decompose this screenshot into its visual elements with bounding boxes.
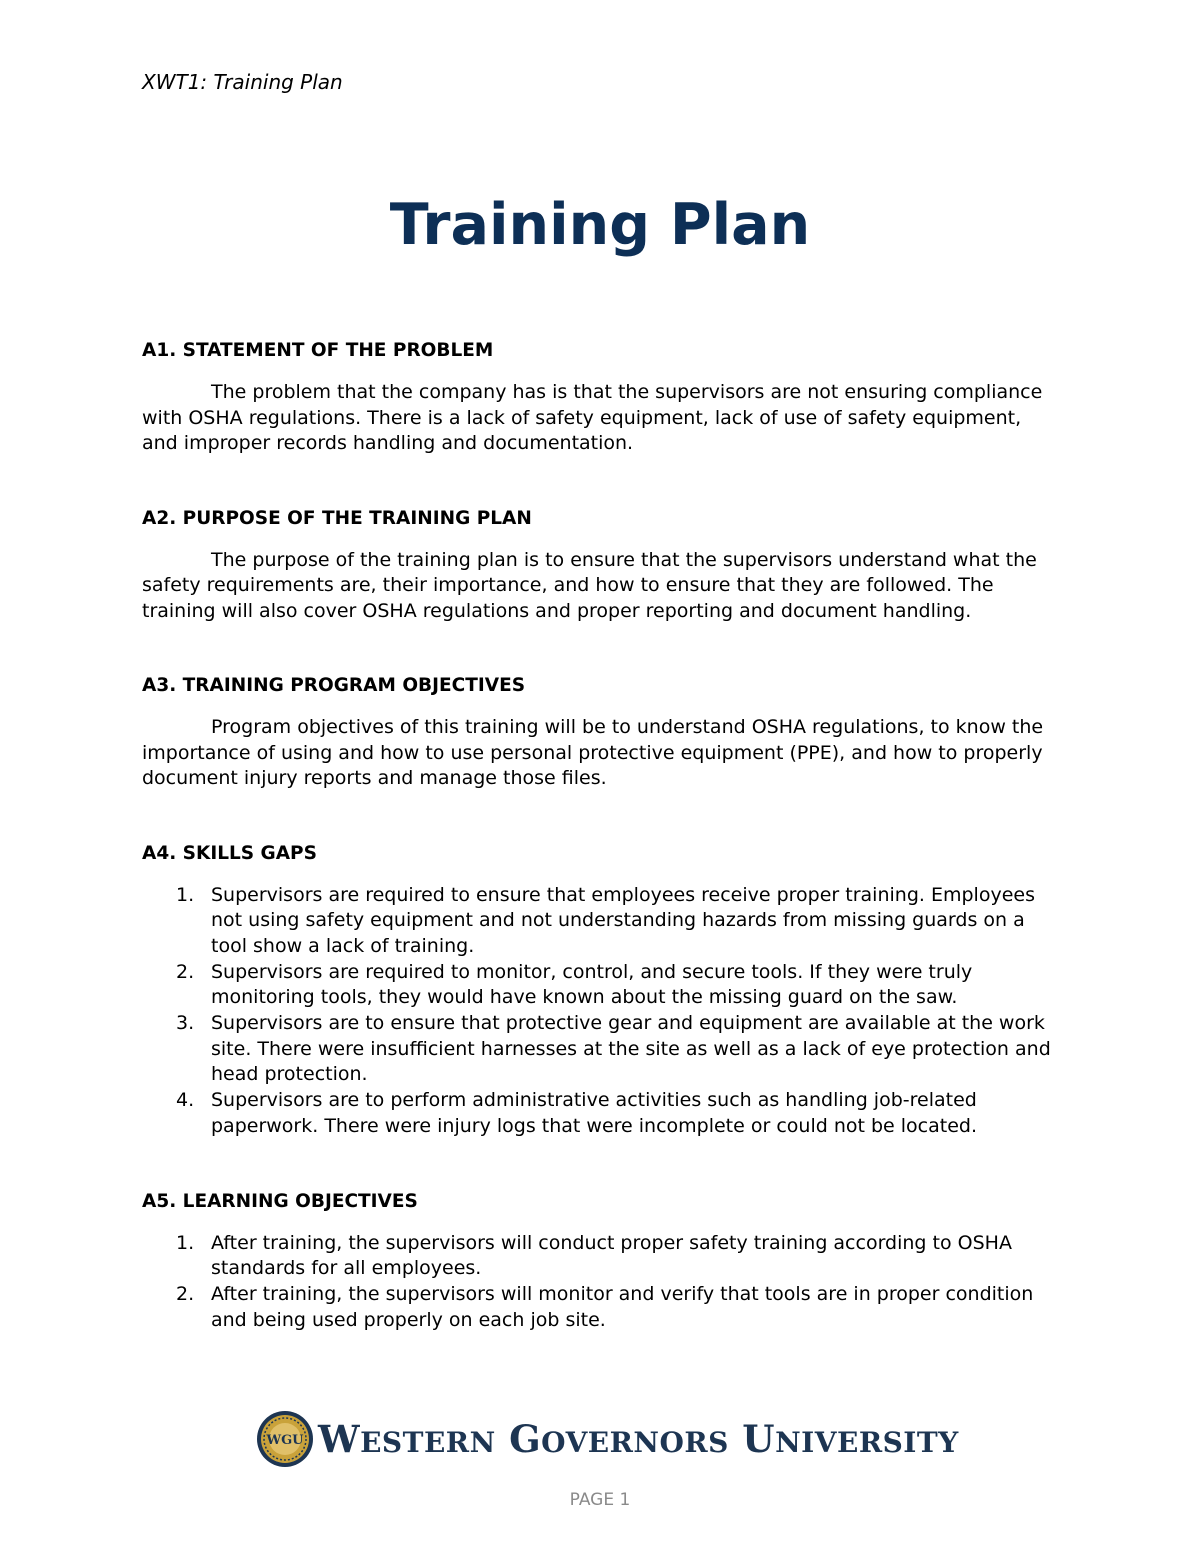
list-item xyxy=(142,1088,1062,1139)
section-heading: A4. SKILLS GAPS xyxy=(142,842,317,864)
list-item xyxy=(142,1011,1062,1088)
wordmark-initial: U xyxy=(742,1417,776,1461)
wordmark-initial: G xyxy=(509,1417,542,1461)
section-a5 xyxy=(142,1189,1062,1334)
list-item-text: Supervisors are to perform administrative activities such as handling job-related paperwork. There were injury logs that were incomplete or could not be located. xyxy=(211,1089,978,1137)
wgu-logo xyxy=(256,1410,959,1468)
list-item-text: Supervisors are to ensure that protective gear and equipment are available at the work site. There were insufficient harnesses at the site as well as a lack of eye protection and head protection. xyxy=(211,1012,1051,1086)
learning-objectives-list xyxy=(142,1231,1062,1334)
section-heading: A5. LEARNING OBJECTIVES xyxy=(142,1190,418,1212)
section-a2 xyxy=(142,506,1062,625)
list-item-text: After training, the supervisors will monitor and verify that tools are in proper condition and being used properly on each job site. xyxy=(211,1282,1034,1331)
document-body xyxy=(142,338,1062,1333)
section-heading: A3. TRAINING PROGRAM OBJECTIVES xyxy=(142,675,526,696)
list-item xyxy=(142,1282,1062,1333)
list-item-text: Supervisors are required to ensure that employees receive proper training. Employees not using safety equipment and not understanding hazards from missing guards on a tool show a lack of training. xyxy=(211,883,1035,957)
wordmark-rest: NIVERSITY xyxy=(775,1426,959,1459)
list-item-number: 1. xyxy=(176,883,195,906)
section-a1 xyxy=(142,338,1062,457)
section-heading: A2. PURPOSE OF THE TRAINING PLAN xyxy=(142,507,532,529)
university-wordmark xyxy=(318,1417,959,1461)
list-item-number: 2. xyxy=(176,960,195,983)
section-paragraph: The problem that the company has is that the supervisors are not ensuring compliance with OSHA regulations. There is a lack of safety equipment, lack of use of safety equipment, and improper records handling and documentation. xyxy=(142,381,1043,454)
wordmark-rest: OVERNORS xyxy=(541,1426,729,1459)
document-title: Training Plan xyxy=(389,192,811,258)
section-paragraph: Program objectives of this training will be to understand OSHA regulations, to know the importance of using and how to use personal protective equipment (PPE), and how to properly document injury reports and manage those files. xyxy=(142,716,1044,789)
list-item-number: 4. xyxy=(176,1089,195,1112)
list-item xyxy=(142,1231,1062,1282)
list-item-text: After training, the supervisors will conduct proper safety training according to OSHA standards for all employees. xyxy=(211,1231,1012,1280)
page-number: PAGE 1 xyxy=(569,1490,631,1510)
wgu-seal-icon xyxy=(256,1410,314,1468)
running-header: XWT1: Training Plan xyxy=(142,70,343,94)
section-paragraph: The purpose of the training plan is to ensure that the supervisors understand what the safety requirements are, their importance, and how to ensure that they are followed. The training will also cover OSHA regulations and proper reporting and document handling. xyxy=(142,548,1037,622)
seal-letters: WGU xyxy=(266,1433,304,1448)
section-heading: A1. STATEMENT OF THE PROBLEM xyxy=(142,340,494,361)
skills-gaps-list xyxy=(142,883,1062,1140)
section-a4 xyxy=(142,841,1062,1140)
list-item xyxy=(142,883,1062,960)
list-item xyxy=(142,960,1062,1011)
list-item-number: 2. xyxy=(176,1282,195,1305)
list-item-text: Supervisors are required to monitor, control, and secure tools. If they were truly monitoring tools, they would have known about the missing guard on the saw. xyxy=(211,960,973,1009)
wordmark-rest: ESTERN xyxy=(360,1426,496,1459)
list-item-number: 3. xyxy=(176,1012,195,1035)
list-item-number: 1. xyxy=(176,1231,195,1254)
wordmark-initial: W xyxy=(318,1417,361,1461)
section-a3 xyxy=(142,673,1062,792)
